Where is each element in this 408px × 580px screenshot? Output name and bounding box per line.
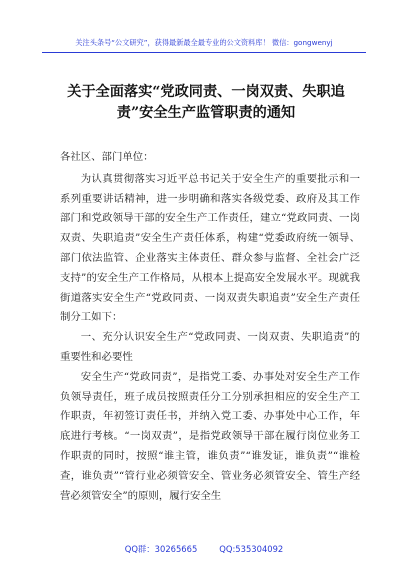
qq-group-number: QQ群：30265665 (124, 544, 198, 554)
section-heading-1: 一、充分认识安全生产“党政同责、一岗双责、失职追责”的重要性和必要性 (60, 331, 360, 363)
document-title: 关于全面落实“党政同责、一岗双责、失职追责”安全生产监管职责的通知 (67, 84, 345, 121)
document-body (60, 148, 360, 506)
salutation: 各社区、部门单位： (60, 151, 154, 163)
paragraph-definition: 安全生产“党政同责”，是指党工委、办事处对安全生产工作负领导责任，班子成员按照责任分工分别承担相应的安全生产工作职责，年初签订责任书，并纳入党工委、办事处中心工作，年底进行考核。“一岗双责”，是指党政领导干部在履行岗位业务工作职责的同时，按照“谁主管，谁负责”“谁发证，谁负责”“谁检查，谁负责”“管行业必须管安全、管业务必须管安全、管生产经营必须管安全”的原则，履行安全生 (60, 370, 360, 502)
header-divider (42, 52, 366, 53)
paragraph-intro: 为认真贯彻落实习近平总书记关于安全生产的重要批示和一系列重要讲话精神，进一步明确和落实各级党委、政府及其工作部门和党政领导干部的安全生产工作责任，建立“党政同责、一岗双责、失职追责”安全生产责任体系，构建“党委政府统一领导、部门依法监管、企业落实主体责任、群众参与监督、全社会广泛支持”的安全生产工作格局，从根本上提高安全发展水平。现就我街道落实安全生产“党政同责、一岗双责失职追责”安全生产责任制分工如下： (60, 172, 360, 324)
header-banner: 关注头条号“公文研究”，获得最新最全最专业的公文资料库！ 微信：gongwenyj (75, 38, 333, 47)
footer-contact (0, 543, 408, 555)
qq-number: QQ:535304092 (219, 544, 284, 554)
